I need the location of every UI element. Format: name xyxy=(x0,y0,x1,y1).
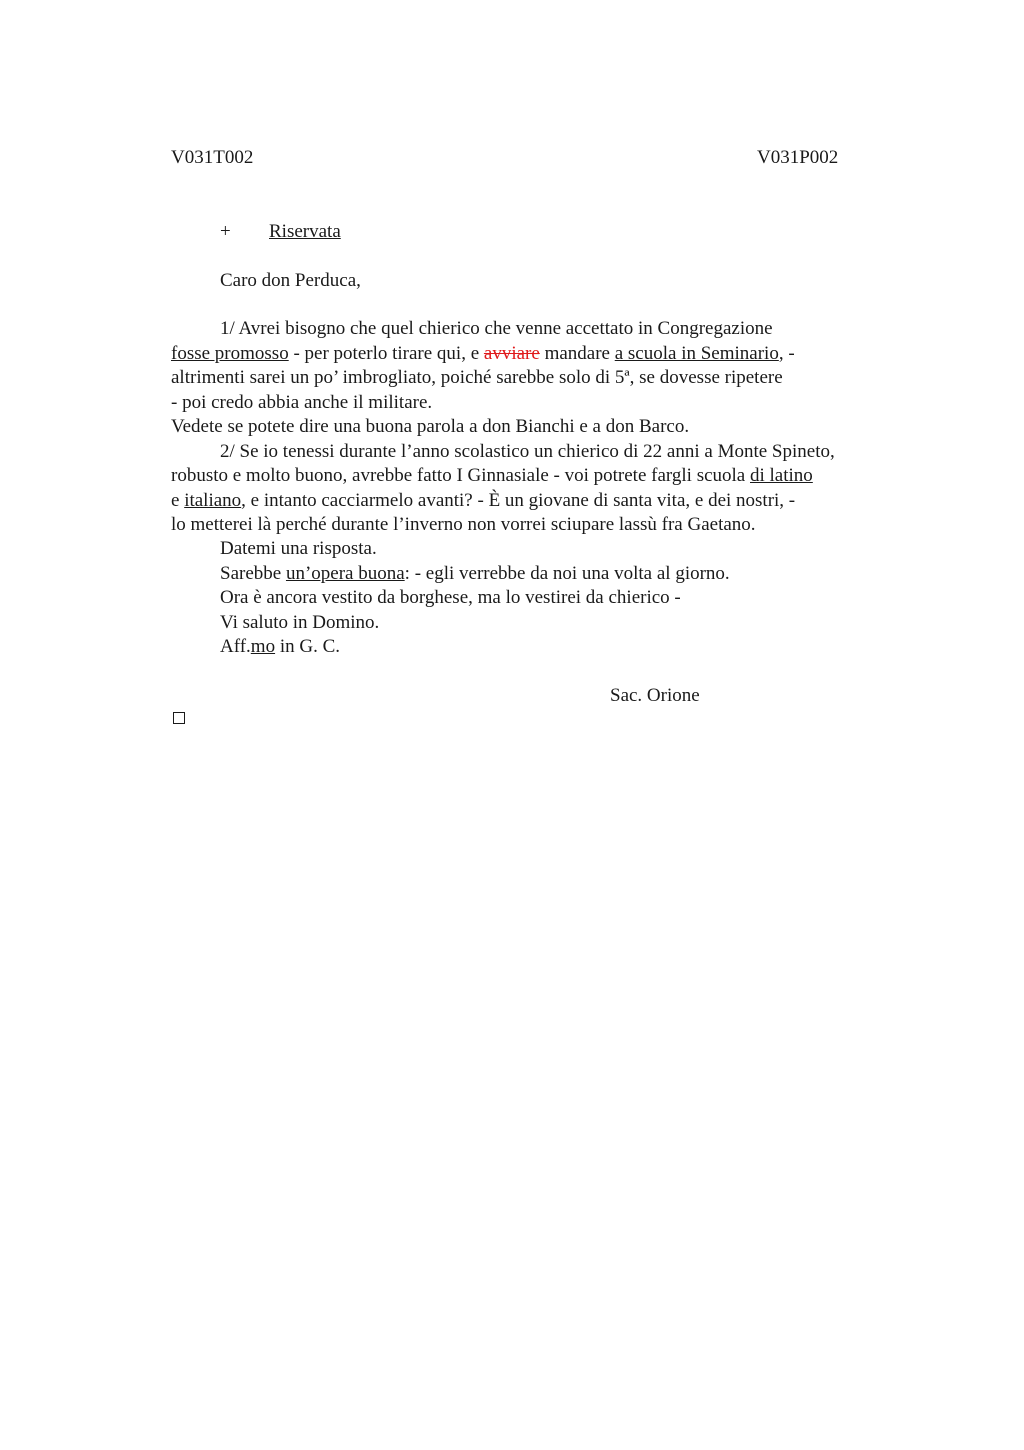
underlined-text: un’opera buona xyxy=(285,563,405,584)
document-code-left: V031T002 xyxy=(171,147,254,168)
good-work-line xyxy=(220,563,730,585)
p1-line-2 xyxy=(171,343,795,365)
end-mark-square xyxy=(173,712,185,724)
text-span: , - xyxy=(778,343,795,364)
underlined-text: fosse promosso xyxy=(171,343,289,364)
reply-request: Datemi una risposta. xyxy=(220,538,377,559)
text-span: robusto e molto buono, avrebbe fatto I Ginnasiale - voi potrete fargli scuola xyxy=(171,465,750,486)
p2-line-1: 2/ Se io tenessi durante l’anno scolastico un chierico di 22 anni a Monte Spineto, xyxy=(220,441,835,462)
text-span: : - egli verrebbe da noi una volta al giorno. xyxy=(404,563,730,584)
cross-mark: + xyxy=(220,221,231,242)
underlined-text: mo xyxy=(250,636,276,657)
dress-line: Ora è ancora vestito da borghese, ma lo vestirei da chierico - xyxy=(220,587,681,608)
text-span: mandare xyxy=(539,343,615,364)
underlined-text: italiano xyxy=(184,490,242,511)
greeting: Caro don Perduca, xyxy=(220,270,361,291)
p1-line-5: Vedete se potete dire una buona parola a don Bianchi e a don Barco. xyxy=(171,416,690,437)
p2-line-2 xyxy=(171,465,813,487)
text-span: in G. C. xyxy=(275,636,341,657)
struck-word: avviare xyxy=(483,343,540,364)
p1-line-4: - poi credo abbia anche il militare. xyxy=(171,392,433,413)
p1-line-3: altrimenti sarei un po’ imbrogliato, poiché sarebbe solo di 5ª, se dovesse ripetere xyxy=(171,367,783,388)
text-span: , e intanto cacciarmelo avanti? - È un giovane di santa vita, e dei nostri, - xyxy=(241,490,796,511)
underlined-text: di latino xyxy=(750,465,813,486)
text-span: Aff. xyxy=(220,636,251,657)
text-span: - per poterlo tirare qui, e xyxy=(288,343,484,364)
salute-line: Vi saluto in Domino. xyxy=(220,612,380,633)
reserved-heading: Riservata xyxy=(269,221,341,242)
closing-line xyxy=(220,636,340,658)
text-span: Sarebbe xyxy=(220,563,286,584)
p2-line-4: lo metterei là perché durante l’inverno non vorrei sciupare lassù fra Gaetano. xyxy=(171,514,756,535)
signature: Sac. Orione xyxy=(610,685,700,706)
p2-line-3 xyxy=(171,490,795,512)
underlined-text: a scuola in Seminario xyxy=(614,343,779,364)
text-span: e xyxy=(171,490,185,511)
document-code-right: V031P002 xyxy=(757,147,839,168)
p1-line-1: 1/ Avrei bisogno che quel chierico che venne accettato in Congregazione xyxy=(220,318,773,339)
